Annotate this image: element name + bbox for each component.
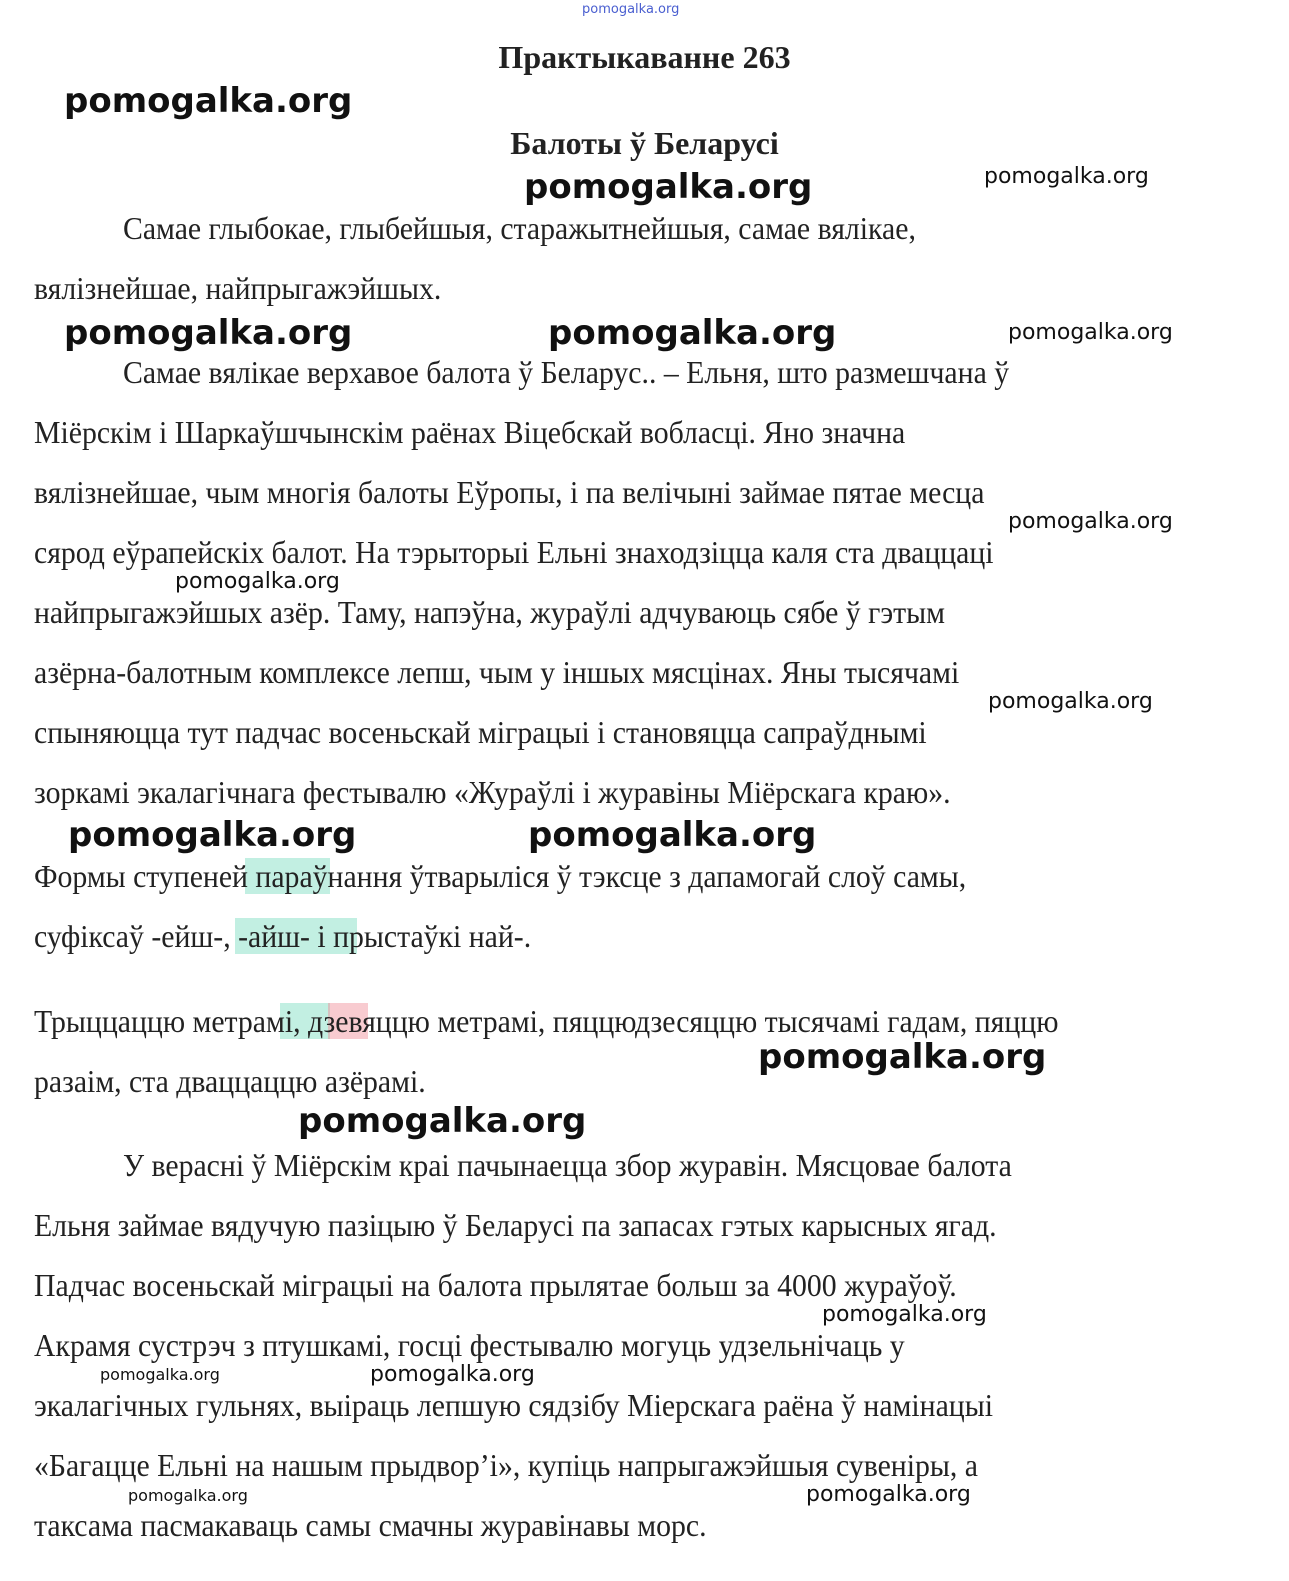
text-line: зоркамі экалагічнага фестывалю «Жураўлі і журавіны Міёрскага краю». xyxy=(34,774,951,810)
watermark: pomogalka.org xyxy=(298,1101,587,1141)
text-line: Самае вялікае верхавое балота ў Беларус.. – Ельня, што размешчана ў xyxy=(123,354,1010,390)
text-line: Акрамя сустрэч з птушкамі, госці фестывалю могуць удзельнічаць у xyxy=(34,1327,905,1363)
text-line: спыняюцца тут падчас восеньскай міграцыі і становяцца сапраўднымі xyxy=(34,714,927,750)
text-line: таксама пасмакаваць самы смачны журавінавы морс. xyxy=(34,1507,707,1543)
watermark: pomogalka.org xyxy=(582,2,680,17)
text-line: вялізнейшае, найпрыгажэйшых. xyxy=(34,270,442,306)
watermark: pomogalka.org xyxy=(1008,509,1173,534)
text-line: найпрыгажэйшых азёр. Таму, напэўна, жураўлі адчуваюць сябе ў гэтым xyxy=(34,594,945,630)
watermark: pomogalka.org xyxy=(806,1482,971,1507)
text-line: Ельня займае вядучую пазіцыю ў Беларусі па запасах гэтых карысных ягад. xyxy=(34,1207,997,1243)
text-line: экалагічных гульнях, выіраць лепшую сядзібу Міерскага раёна ў намінацыі xyxy=(34,1387,993,1423)
text-line: Самае глыбокае, глыбейшыя, старажытнейшыя, самае вялікае, xyxy=(123,210,916,246)
text-line: азёрна-балотным комплексе лепш, чым у іншых мясцінах. Яны тысячамі xyxy=(34,654,960,690)
watermark: pomogalka.org xyxy=(524,167,813,207)
text-line: У верасні ў Міёрскім краі пачынаецца збор журавін. Мясцовае балота xyxy=(123,1147,1012,1183)
text-line: Падчас восеньскай міграцыі на балота прылятае больш за 4000 жураўоў. xyxy=(34,1267,957,1303)
watermark: pomogalka.org xyxy=(64,81,353,121)
watermark: pomogalka.org xyxy=(68,815,357,855)
text-title: Балоты ў Беларусі xyxy=(510,125,779,161)
watermark: pomogalka.org xyxy=(100,1365,220,1384)
text-line: «Багацце Ельні на нашым прыдвор’і», купіць напрыгажэйшыя сувеніры, а xyxy=(34,1447,978,1483)
text-line: Трыццаццю метрамі, дзевяццю метрамі, пяццюдзесяццю тысячамі гадам, пяццю xyxy=(34,1003,1059,1039)
text-line: сярод еўрапейскіх балот. На тэрыторыі Ельні знаходзіцца каля ста дваццаці xyxy=(34,534,994,570)
text-line: Міёрскім і Шаркаўшчынскім раёнах Віцебскай вобласці. Яно значна xyxy=(34,414,906,450)
watermark: pomogalka.org xyxy=(128,1486,248,1505)
exercise-title: Практыкаванне 263 xyxy=(498,39,791,75)
text-line: разаім, ста дваццаццю азёрамі. xyxy=(34,1063,426,1099)
watermark: pomogalka.org xyxy=(370,1362,535,1387)
watermark: pomogalka.org xyxy=(175,569,340,594)
watermark: pomogalka.org xyxy=(822,1302,987,1327)
text-line: Формы ступеней параўнання ўтварыліся ў тэксце з дапамогай слоў самы, xyxy=(34,858,967,894)
text-line: вялізнейшае, чым многія балоты Еўропы, і па велічыні займае пятае месца xyxy=(34,474,985,510)
watermark: pomogalka.org xyxy=(64,313,353,353)
watermark: pomogalka.org xyxy=(758,1037,1047,1077)
text-line: суфіксаў -ейш-, -айш- і прыстаўкі най-. xyxy=(34,918,532,954)
watermark: pomogalka.org xyxy=(1008,320,1173,345)
watermark: pomogalka.org xyxy=(528,815,817,855)
watermark: pomogalka.org xyxy=(548,313,837,353)
watermark: pomogalka.org xyxy=(988,689,1153,714)
watermark: pomogalka.org xyxy=(984,164,1149,189)
